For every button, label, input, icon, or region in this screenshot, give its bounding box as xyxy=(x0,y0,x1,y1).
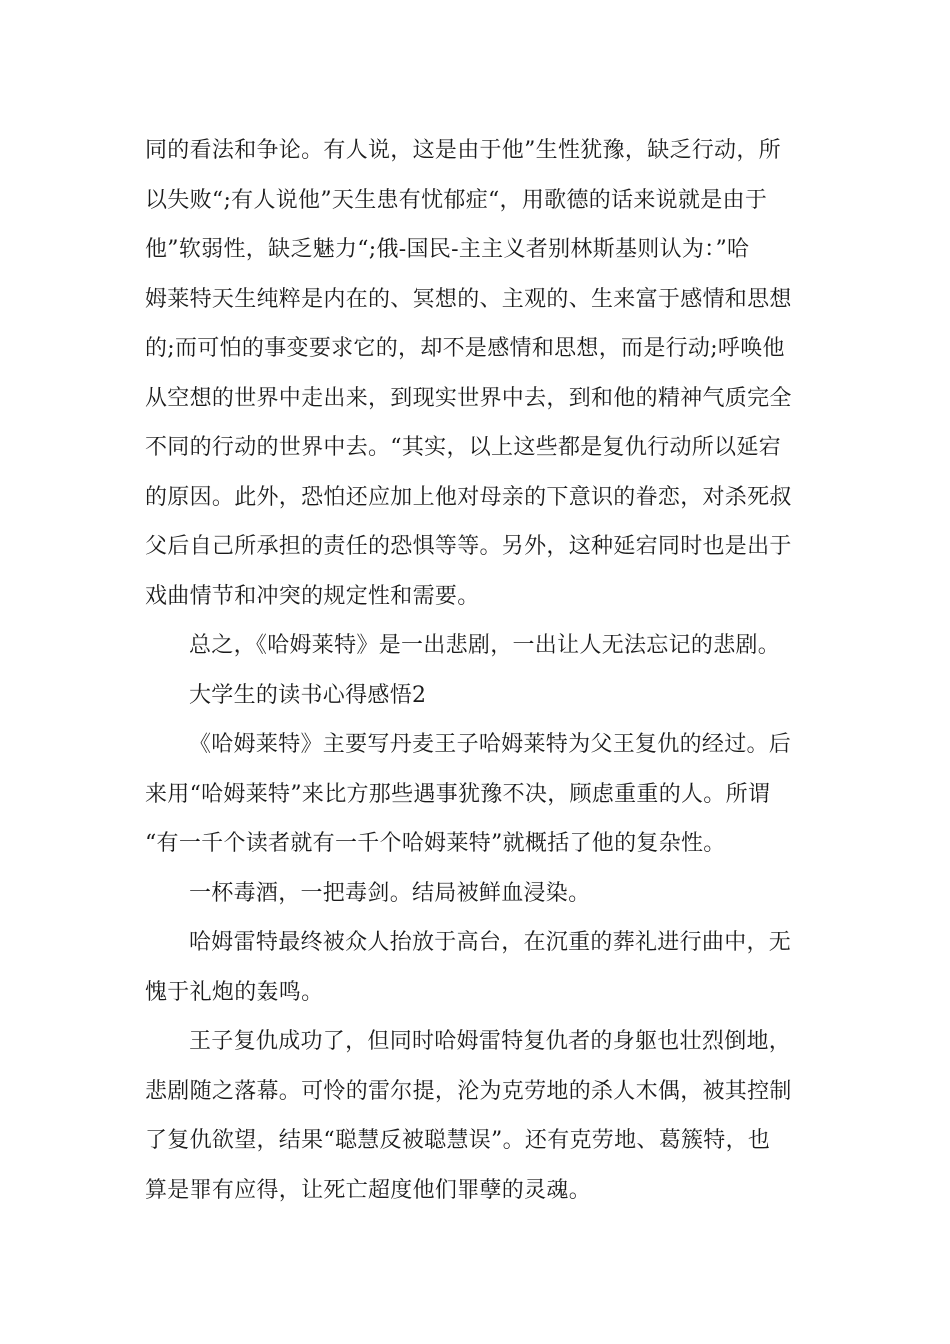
text-line: 了复仇欲望，结果“聪慧反被聪慧误”。还有克劳地、葛簇特，也 xyxy=(145,1128,771,1153)
text-line: 父后自己所承担的责任的恐惧等等。另外，这种延宕同时也是出于 xyxy=(145,534,792,559)
text-line: 姆莱特天生纯粹是内在的、冥想的、主观的、生来富于感情和思想 xyxy=(145,286,792,312)
text-line: 同的看法和争论。有人说，这是由于他”生性犹豫，缺乏行动，所 xyxy=(145,138,781,163)
text-line: 《哈姆莱特》主要写丹麦王子哈姆莱特为父王复仇的经过。后 xyxy=(189,732,792,757)
text-line: 愧于礼炮的轰鸣。 xyxy=(145,979,324,1005)
text-line: 悲剧随之落幕。可怜的雷尔提，沦为克劳地的杀人木偶，被其控制 xyxy=(145,1078,792,1104)
text-line: 来用“哈姆莱特”来比方那些遇事犹豫不决，顾虑重重的人。所谓 xyxy=(145,781,771,807)
paragraph-1 xyxy=(145,126,805,621)
text-line: 总之，《哈姆莱特》是一出悲剧，一出让人无法忘记的悲剧。 xyxy=(189,633,781,658)
paragraph-6 xyxy=(145,918,805,1017)
text-line: “有一千个读者就有一千个哈姆莱特”就概括了他的复杂性。 xyxy=(145,831,726,856)
text-line: 王子复仇成功了，但同时哈姆雷特复仇者的身躯也壮烈倒地， xyxy=(189,1029,792,1054)
text-line: 的;而可怕的事变要求它的，却不是感情和思想，而是行动;呼唤他 xyxy=(145,336,785,361)
text-line: 算是罪有应得，让死亡超度他们罪孽的灵魂。 xyxy=(145,1177,592,1203)
paragraph-5 xyxy=(145,869,805,919)
section-heading xyxy=(145,671,805,721)
text-line: 大学生的读书心得感悟2 xyxy=(189,682,427,708)
text-line: 他”软弱性，缺乏魅力“;俄-国民-主主义者别林斯基则认为：”哈 xyxy=(145,237,750,262)
text-line: 不同的行动的世界中去。“其实，以上这些都是复仇行动所以延宕 xyxy=(145,435,781,460)
text-line: 哈姆雷特最终被众人抬放于高台，在沉重的葬礼进行曲中，无 xyxy=(189,930,792,955)
paragraph-4 xyxy=(145,720,805,869)
body-text xyxy=(145,126,805,1215)
text-line: 一杯毒酒，一把毒剑。结局被鲜血浸染。 xyxy=(189,880,591,906)
text-line: 的原因。此外，恐怕还应加上他对母亲的下意识的眷恋，对杀死叔 xyxy=(145,484,792,510)
text-line: 从空想的世界中走出来，到现实世界中去，到和他的精神气质完全 xyxy=(145,385,792,411)
text-line: 戏曲情节和冲突的规定性和需要。 xyxy=(145,583,480,609)
paragraph-2 xyxy=(145,621,805,671)
paragraph-7 xyxy=(145,1017,805,1215)
text-line: 以失败“;有人说他”天生患有忧郁症“，用歌德的话来说就是由于 xyxy=(145,187,768,213)
